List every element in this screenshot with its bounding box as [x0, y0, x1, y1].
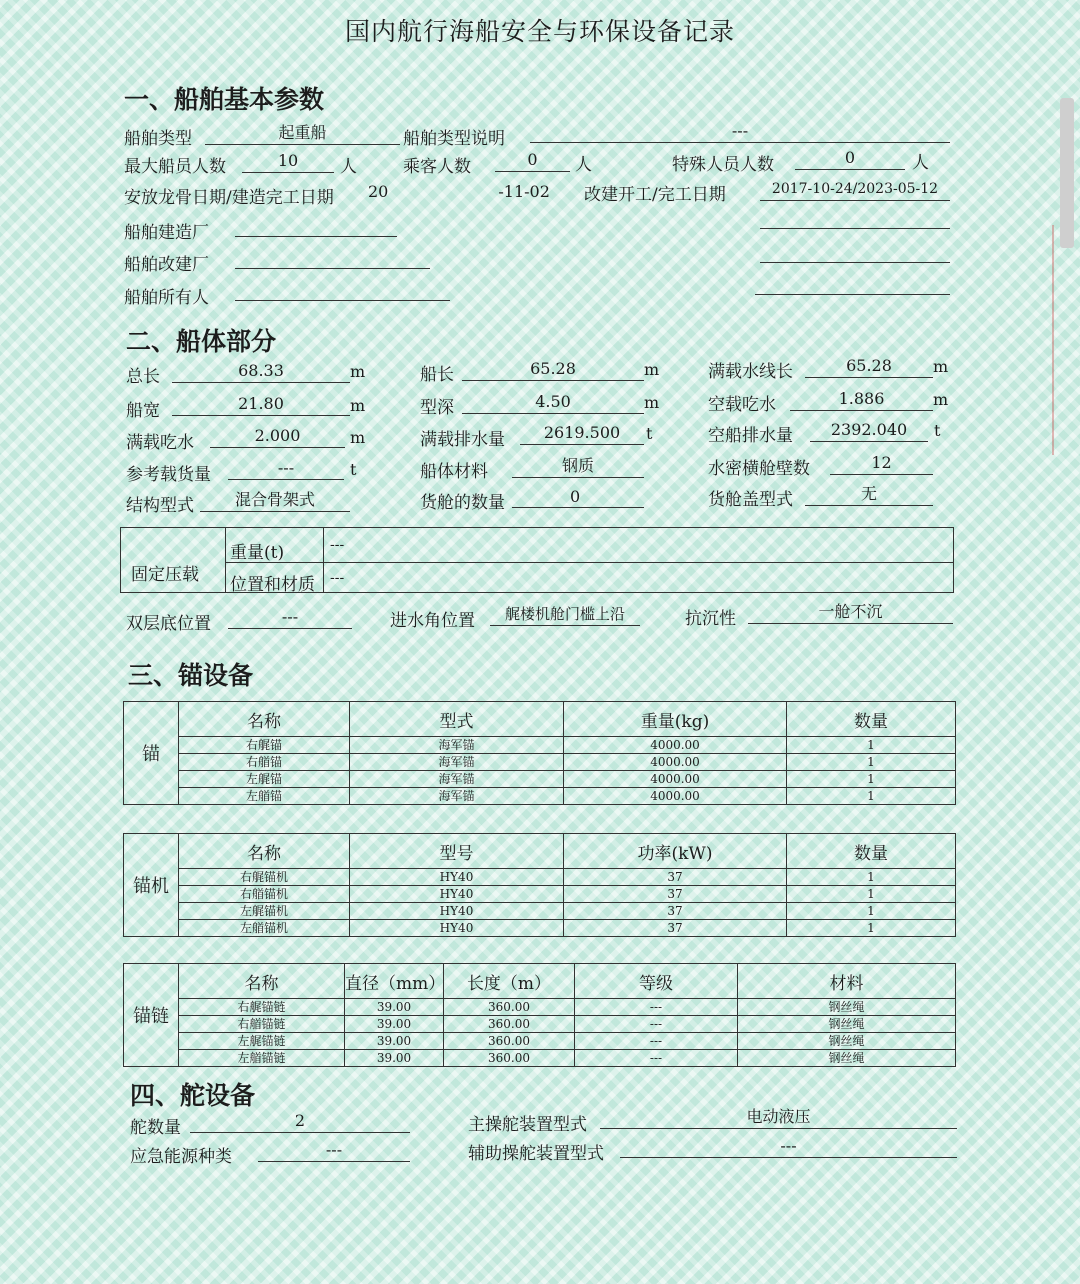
anchor-cell: 4000.00 [564, 754, 787, 771]
chain-cell: 钢丝绳 [738, 999, 956, 1016]
lwl-label: 满载水线长 [708, 362, 793, 382]
anchor-cell: 4000.00 [564, 788, 787, 805]
chain-cell: --- [575, 1016, 738, 1033]
double-bottom-label: 双层底位置 [126, 614, 211, 634]
ballast-divider-1 [225, 527, 226, 592]
chain-cell: 39.00 [345, 999, 444, 1016]
sink-label: 抗沉性 [685, 609, 736, 629]
emerg-label: 应急能源种类 [130, 1147, 232, 1167]
lpp-value: 65.28 [462, 358, 644, 381]
windlass-header-power: 功率(kW) [564, 834, 787, 869]
windlass-cell: HY40 [350, 869, 564, 886]
ship-type-desc-label: 船舶类型说明 [403, 129, 505, 149]
chain-cell: 钢丝绳 [738, 1016, 956, 1033]
builder-line [235, 236, 397, 237]
flood-label: 进水角位置 [390, 611, 475, 631]
windlass-cell: 37 [564, 869, 787, 886]
bulkheads-value: 12 [830, 452, 933, 475]
keel-value [368, 181, 578, 203]
max-crew-unit: 人 [340, 157, 357, 177]
builder-line-right [760, 228, 950, 229]
anchor-row-label: 锚 [124, 702, 179, 805]
anchor-header-name: 名称 [179, 702, 350, 737]
refitter-line-right [760, 262, 950, 263]
table-row [124, 999, 956, 1016]
windlass-cell: 左艉锚机 [179, 903, 350, 920]
anchor-cell: 海军锚 [350, 771, 564, 788]
table-row [124, 771, 956, 788]
ballast-divider-row [225, 562, 953, 563]
light-disp-unit: t [934, 421, 941, 440]
ref-cargo-unit: t [350, 460, 357, 479]
keel-label: 安放龙骨日期/建造完工日期 [124, 188, 334, 208]
special-label: 特殊人员人数 [672, 155, 774, 175]
chain-cell: --- [575, 1033, 738, 1050]
emerg-value: --- [258, 1139, 410, 1162]
refitter-label: 船舶改建厂 [124, 255, 209, 275]
chain-cell: 360.00 [444, 999, 575, 1016]
anchor-header-type: 型式 [350, 702, 564, 737]
owner-label: 船舶所有人 [124, 288, 209, 308]
document-title: 国内航行海船安全与环保设备记录 [344, 17, 735, 46]
double-bottom-value: --- [228, 606, 352, 629]
windlass-row-label: 锚机 [124, 834, 179, 937]
flood-value: 艉楼机舱门槛上沿 [490, 603, 640, 626]
chain-header-row [124, 964, 956, 999]
aux-steer-label: 辅助操舵装置型式 [468, 1144, 604, 1164]
chain-cell: 左艉锚链 [179, 1033, 345, 1050]
chain-cell: --- [575, 1050, 738, 1067]
anchor-cell: 1 [787, 754, 956, 771]
ref-cargo-label: 参考载货量 [126, 465, 211, 485]
refitter-line [235, 268, 430, 269]
lpp-unit: m [644, 360, 660, 379]
table-row [124, 903, 956, 920]
holds-label: 货舱的数量 [420, 493, 505, 513]
table-row [124, 1016, 956, 1033]
chain-header-material: 材料 [738, 964, 956, 999]
windlass-cell: 1 [787, 869, 956, 886]
loa-label: 总长 [126, 367, 160, 387]
lwl-value: 65.28 [805, 355, 933, 378]
material-value: 钢质 [512, 455, 644, 478]
chain-cell: 360.00 [444, 1033, 575, 1050]
full-disp-value: 2619.500 [520, 422, 644, 445]
breadth-value: 21.80 [172, 393, 350, 416]
structure-label: 结构型式 [126, 496, 194, 516]
max-crew-value: 10 [242, 150, 334, 173]
windlass-header-name: 名称 [179, 834, 350, 869]
anchor-cell: 1 [787, 737, 956, 754]
ship-type-label: 船舶类型 [124, 129, 192, 149]
anchor-cell: 4000.00 [564, 771, 787, 788]
refit-value: 2017-10-24/2023-05-12 [760, 178, 950, 201]
loa-value: 68.33 [172, 360, 350, 383]
chain-cell: 39.00 [345, 1033, 444, 1050]
section-4-heading: 四、舵设备 [130, 1081, 256, 1110]
ship-type-value: 起重船 [205, 122, 400, 145]
windlass-cell: HY40 [350, 920, 564, 937]
ballast-label: 固定压载 [131, 565, 199, 585]
windlass-header-qty: 数量 [787, 834, 956, 869]
chain-cell: 钢丝绳 [738, 1033, 956, 1050]
chain-cell: 左艏锚链 [179, 1050, 345, 1067]
main-steer-value: 电动液压 [600, 1106, 957, 1129]
special-value: 0 [795, 147, 905, 170]
chain-header-name: 名称 [179, 964, 345, 999]
chain-header-length: 长度（m） [444, 964, 575, 999]
windlass-cell: 37 [564, 886, 787, 903]
chain-row-label: 锚链 [124, 964, 179, 1067]
windlass-header-row [124, 834, 956, 869]
ship-type-desc-value: --- [530, 120, 950, 143]
light-disp-value: 2392.040 [810, 419, 928, 442]
section-1-heading: 一、船舶基本参数 [124, 85, 325, 114]
material-label: 船体材料 [420, 462, 488, 482]
rudders-value: 2 [190, 1110, 410, 1133]
anchor-cell: 海军锚 [350, 754, 564, 771]
ballast-pos-label: 位置和材质 [230, 575, 315, 595]
light-draft-label: 空载吃水 [708, 395, 776, 415]
depth-value: 4.50 [462, 391, 644, 414]
builder-label: 船舶建造厂 [124, 223, 209, 243]
chain-cell: 39.00 [345, 1016, 444, 1033]
refit-label: 改建开工/完工日期 [584, 185, 726, 205]
chain-cell: 360.00 [444, 1050, 575, 1067]
chain-cell: 右艏锚链 [179, 1016, 345, 1033]
windlass-cell: 37 [564, 903, 787, 920]
table-row [124, 869, 956, 886]
depth-unit: m [644, 393, 660, 412]
windlass-cell: 1 [787, 920, 956, 937]
ballast-weight-label: 重量(t) [230, 543, 285, 563]
anchor-cell: 右艏锚 [179, 754, 350, 771]
anchor-cell: 4000.00 [564, 737, 787, 754]
lpp-label: 船长 [420, 365, 454, 385]
anchor-header-row [124, 702, 956, 737]
anchor-cell: 右艉锚 [179, 737, 350, 754]
owner-line [235, 300, 450, 301]
keel-value-start: 20 [368, 182, 389, 201]
anchor-cell: 海军锚 [350, 788, 564, 805]
anchor-cell: 左艉锚 [179, 771, 350, 788]
anchor-header-qty: 数量 [787, 702, 956, 737]
table-row [124, 886, 956, 903]
windlass-header-model: 型号 [350, 834, 564, 869]
ballast-weight-value: --- [330, 537, 345, 553]
light-disp-label: 空船排水量 [708, 426, 793, 446]
windlass-cell: 37 [564, 920, 787, 937]
ref-cargo-value: --- [228, 457, 344, 480]
anchor-table [123, 701, 956, 805]
bulkheads-label: 水密横舱壁数 [708, 459, 810, 479]
table-row [124, 1050, 956, 1067]
breadth-label: 船宽 [126, 401, 160, 421]
section-3-heading: 三、锚设备 [128, 661, 254, 690]
anchor-header-weight: 重量(kg) [564, 702, 787, 737]
windlass-table [123, 833, 956, 937]
chain-cell: 右艉锚链 [179, 999, 345, 1016]
full-draft-value: 2.000 [210, 425, 345, 448]
passengers-label: 乘客人数 [403, 157, 471, 177]
passengers-value: 0 [495, 149, 570, 172]
windlass-cell: 右艏锚机 [179, 886, 350, 903]
ballast-divider-2 [323, 527, 324, 592]
anchor-cell: 左艏锚 [179, 788, 350, 805]
chain-cell: --- [575, 999, 738, 1016]
depth-label: 型深 [420, 398, 454, 418]
section-2-heading: 二、船体部分 [126, 327, 277, 356]
full-disp-label: 满载排水量 [420, 430, 505, 450]
windlass-cell: 1 [787, 903, 956, 920]
keel-value-end: -11-02 [498, 182, 550, 201]
holds-value: 0 [512, 486, 644, 508]
hatch-label: 货舱盖型式 [708, 490, 793, 510]
full-draft-unit: m [350, 428, 366, 447]
windlass-cell: 右艉锚机 [179, 869, 350, 886]
table-row [124, 754, 956, 771]
anchor-cell: 1 [787, 788, 956, 805]
table-row [124, 737, 956, 754]
max-crew-label: 最大船员人数 [124, 157, 226, 177]
passengers-unit: 人 [575, 155, 592, 175]
hatch-value: 无 [805, 483, 933, 506]
red-stamp-fragment [1052, 225, 1080, 455]
chain-header-diameter: 直径（mm） [345, 964, 444, 999]
rudders-label: 舵数量 [130, 1118, 181, 1138]
anchor-cell: 海军锚 [350, 737, 564, 754]
lwl-unit: m [933, 357, 949, 376]
chain-cell: 钢丝绳 [738, 1050, 956, 1067]
windlass-cell: 左艏锚机 [179, 920, 350, 937]
loa-unit: m [350, 362, 366, 381]
windlass-cell: 1 [787, 886, 956, 903]
aux-steer-value: --- [620, 1135, 957, 1158]
light-draft-value: 1.886 [790, 388, 933, 411]
owner-line-right [755, 294, 950, 295]
ballast-pos-value: --- [330, 570, 345, 586]
breadth-unit: m [350, 396, 366, 415]
full-disp-unit: t [646, 424, 653, 443]
chain-cell: 360.00 [444, 1016, 575, 1033]
light-draft-unit: m [933, 390, 949, 409]
sink-value: 一舱不沉 [748, 601, 953, 624]
anchor-cell: 1 [787, 771, 956, 788]
structure-value: 混合骨架式 [200, 489, 350, 512]
chain-header-grade: 等级 [575, 964, 738, 999]
chain-table [123, 963, 956, 1067]
main-steer-label: 主操舵装置型式 [468, 1115, 587, 1135]
special-unit: 人 [912, 153, 929, 173]
table-row [124, 788, 956, 805]
windlass-cell: HY40 [350, 903, 564, 920]
windlass-cell: HY40 [350, 886, 564, 903]
table-row [124, 1033, 956, 1050]
chain-cell: 39.00 [345, 1050, 444, 1067]
table-row [124, 920, 956, 937]
full-draft-label: 满载吃水 [126, 433, 194, 453]
